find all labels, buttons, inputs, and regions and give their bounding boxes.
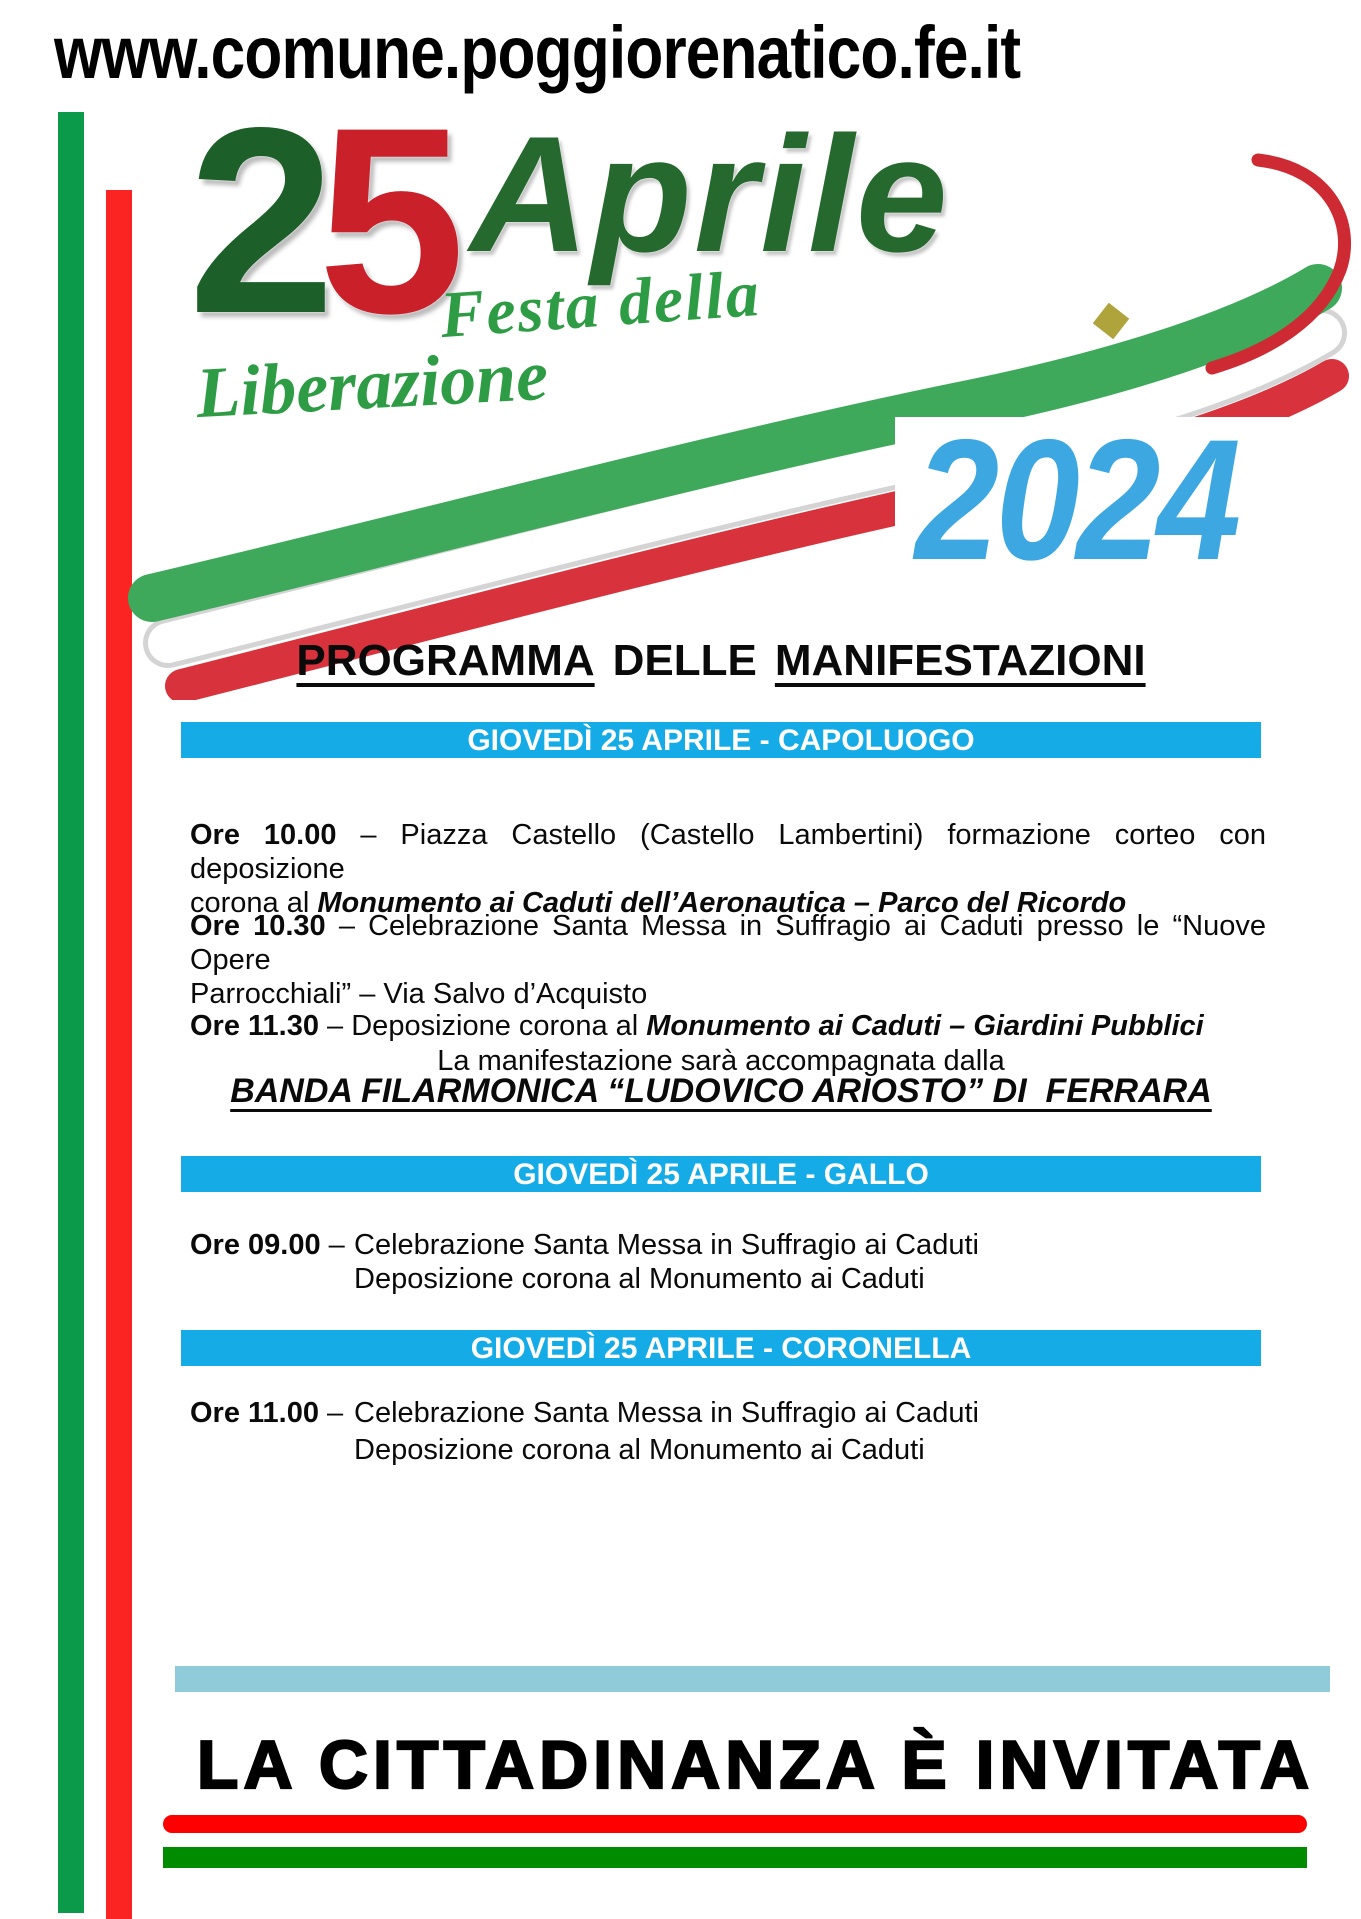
event-line xyxy=(190,909,1266,977)
banner-coronella: GIOVEDÌ 25 APRILE - CORONELLA xyxy=(181,1330,1261,1366)
event-line xyxy=(190,818,1266,886)
logo-liberazione-text: Liberazione xyxy=(194,334,550,434)
footer-green-bar xyxy=(163,1847,1307,1868)
banner-gallo: GIOVEDÌ 25 APRILE - GALLO xyxy=(181,1156,1261,1192)
year-2024: 2024 xyxy=(915,404,1238,596)
event-time: Ore 10.00 xyxy=(190,819,337,851)
event-lines xyxy=(354,1228,1266,1296)
event-text: – Piazza Castello (Castello Lambertini) formazione corteo con deposizione xyxy=(190,819,1266,885)
event-text: Celebrazione Santa Messa in Suffragio ai Caduti xyxy=(354,1397,979,1429)
event-time: Ore 11.30 xyxy=(190,1010,319,1042)
event-line xyxy=(190,1009,1266,1043)
event-line xyxy=(190,977,1266,1011)
website-url: www.comune.poggiorenatico.fe.it xyxy=(54,11,1021,94)
event-text: – Celebrazione Santa Messa in Suffragio ai Caduti presso le “Nuove Opere xyxy=(190,910,1266,976)
band-name xyxy=(181,1071,1261,1111)
event-time-label: Ore 11.00 – xyxy=(190,1397,344,1429)
invitation-text: LA CITTADINANZA È INVITATA xyxy=(196,1727,1315,1803)
event-emphasis: Monumento ai Caduti dell’Aeronautica – Parco del Ricordo xyxy=(317,887,1127,919)
program-title-word-2: DELLE xyxy=(612,636,757,685)
ribbon-knot xyxy=(1093,303,1129,339)
event-ore-11-00 xyxy=(190,1395,1266,1469)
event-dash: – xyxy=(319,1397,344,1429)
logo-digit-2: 2 xyxy=(188,73,336,369)
event-ore-11-30 xyxy=(190,1009,1266,1043)
banner-capoluogo: GIOVEDÌ 25 APRILE - CAPOLUOGO xyxy=(181,722,1261,758)
event-text: Celebrazione Santa Messa in Suffragio ai Caduti xyxy=(354,1229,979,1261)
footer-blue-bar xyxy=(175,1666,1330,1692)
event-time-label: Ore 09.00 – xyxy=(190,1229,345,1261)
logo-digit-5: 5 xyxy=(318,73,466,369)
event-ore-10-00 xyxy=(190,818,1266,920)
event-ore-09-00 xyxy=(190,1228,1266,1296)
event-dash: – xyxy=(320,1229,345,1261)
logo-aprile-text: Aprile xyxy=(470,102,950,286)
event-text: Deposizione corona al Monumento ai Caduti xyxy=(354,1434,925,1466)
program-title-word-3: MANIFESTAZIONI xyxy=(774,636,1146,685)
event-text: Parrocchiali” – Via Salvo d’Acquisto xyxy=(190,978,648,1010)
event-time: Ore 10.30 xyxy=(190,910,326,942)
event-text: Deposizione corona al Monumento ai Caduti xyxy=(354,1263,925,1295)
event-text: corona al xyxy=(190,887,318,919)
logo-festa-della-text: Festa della xyxy=(437,256,763,353)
event-emphasis: Monumento ai Caduti – Giardini Pubblici xyxy=(646,1010,1204,1042)
event-text: – Deposizione corona al xyxy=(319,1010,647,1042)
band-name-text: BANDA FILARMONICA “LUDOVICO ARIOSTO” DI FERRARA xyxy=(230,1072,1212,1110)
footer-red-bar xyxy=(163,1815,1307,1833)
program-title-word-1: PROGRAMMA xyxy=(296,636,595,685)
event-ore-10-30 xyxy=(190,909,1266,1011)
event-lines xyxy=(354,1395,1266,1469)
program-title xyxy=(181,636,1261,686)
accompaniment-note: La manifestazione sarà accompagnata dalla xyxy=(437,1045,1005,1077)
